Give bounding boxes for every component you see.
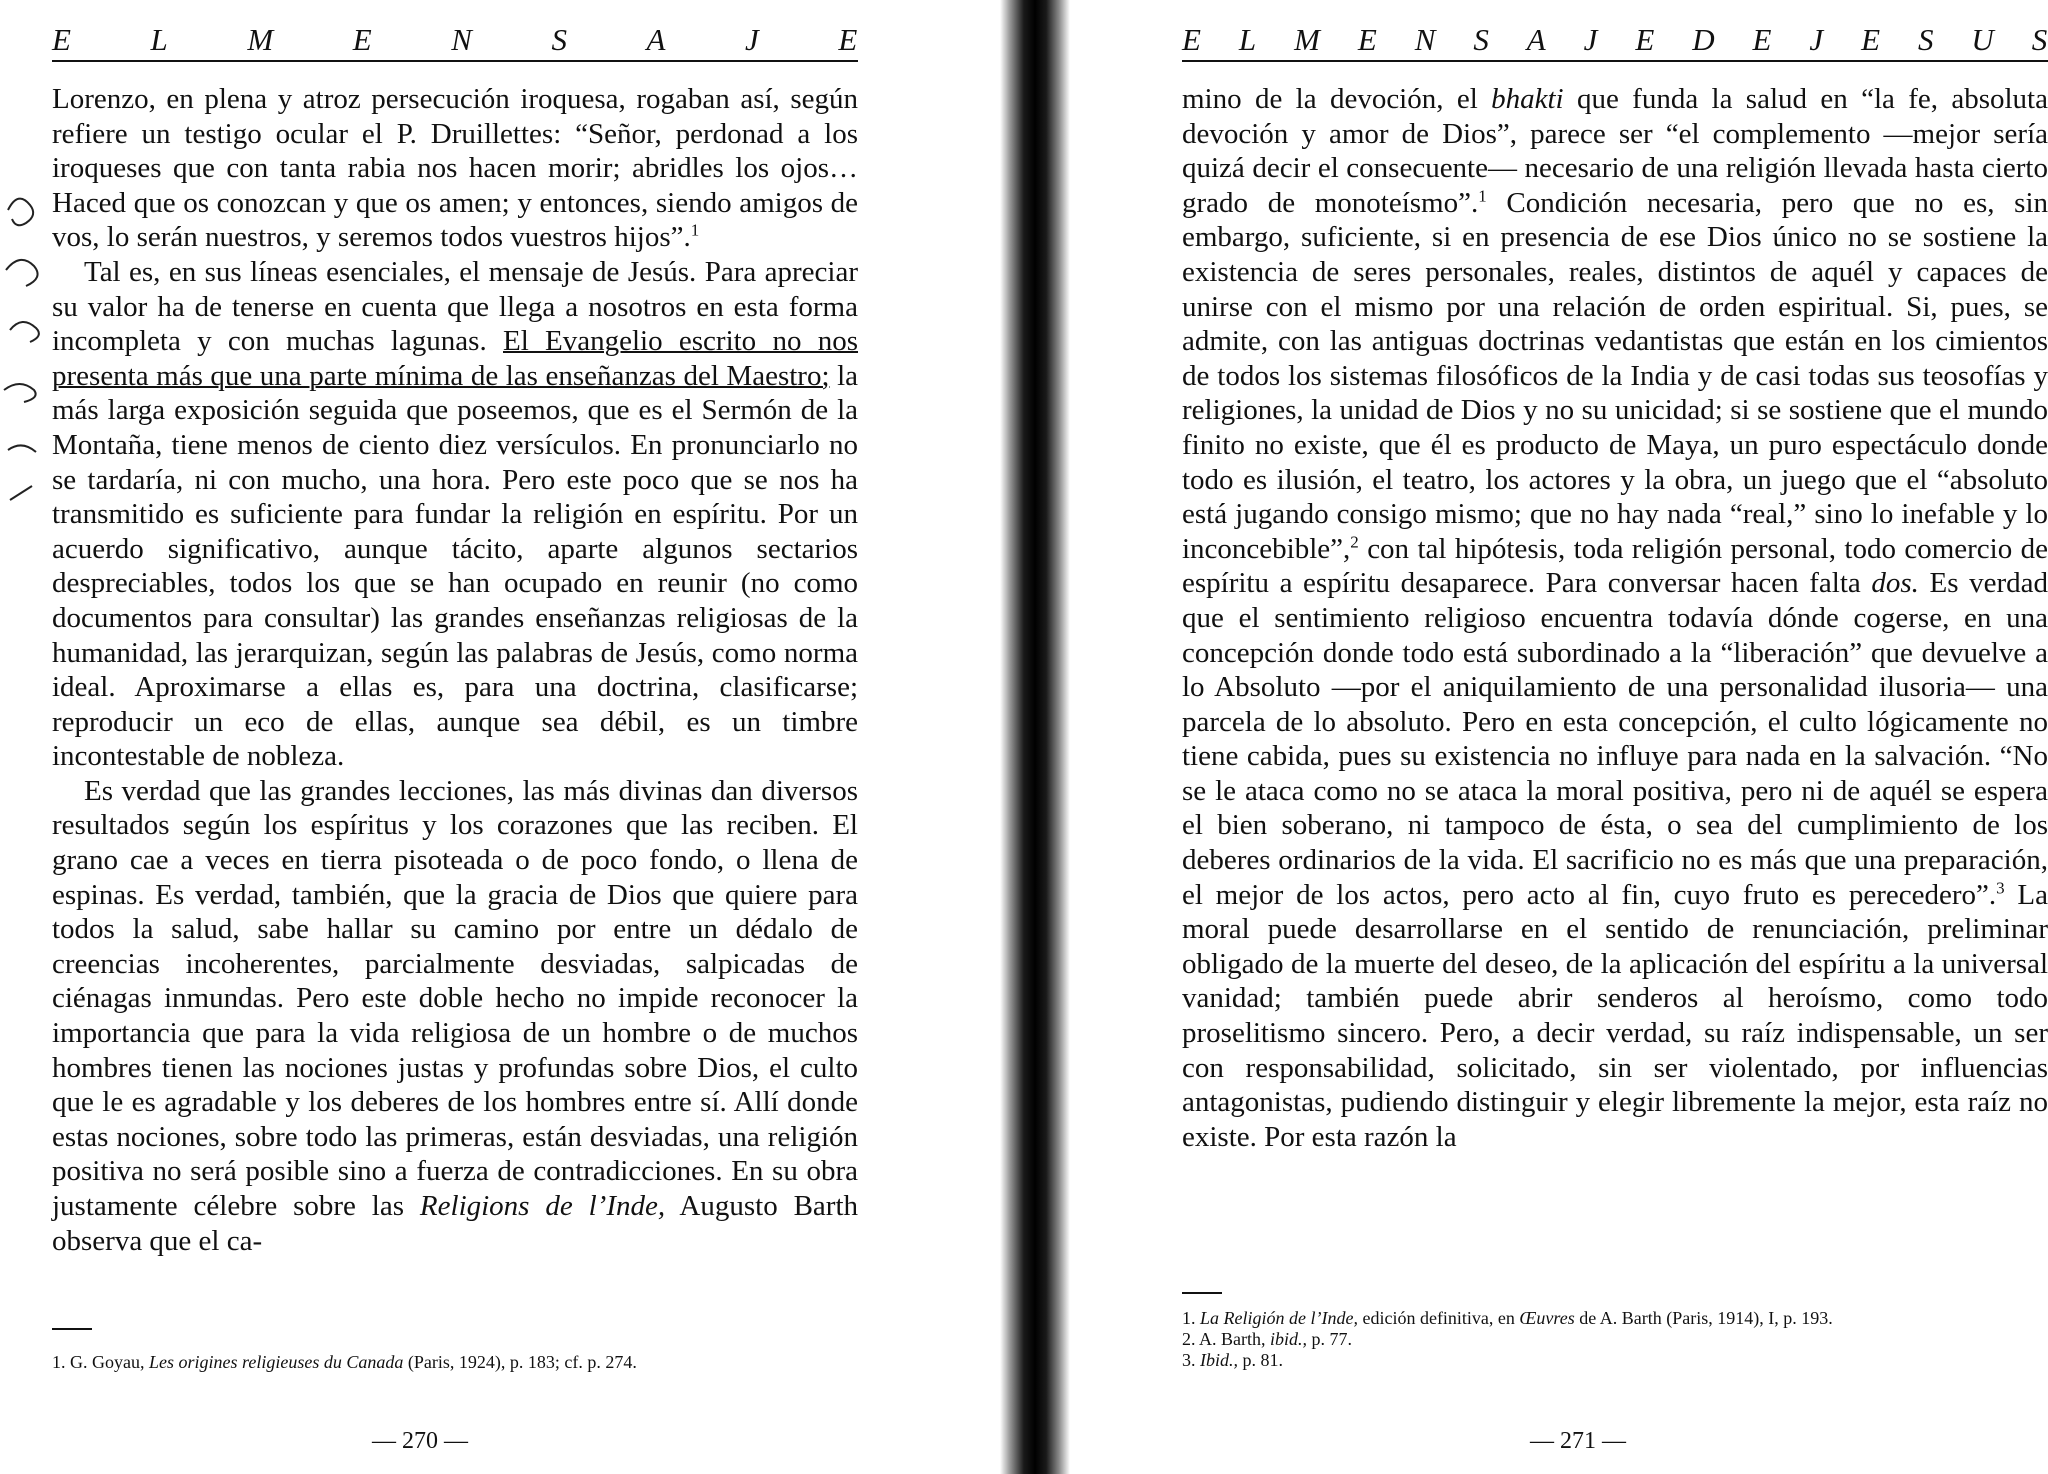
header-letter: E xyxy=(1752,22,1773,57)
footnote-text: p. 77. xyxy=(1311,1329,1353,1349)
header-letter: S xyxy=(1473,22,1490,57)
header-letter: N xyxy=(1414,22,1436,57)
header-letter: E xyxy=(352,22,373,57)
footnote-author: G. Goyau, xyxy=(70,1352,145,1372)
header-letter: M xyxy=(1294,22,1321,57)
footnote-ref: 1 xyxy=(690,220,700,240)
footnote-text: p. 81. xyxy=(1242,1350,1283,1370)
scribble xyxy=(4,384,36,402)
header-letter: M xyxy=(247,22,274,57)
footnote-text: A. Barth, xyxy=(1199,1329,1266,1349)
italic-term: bhakti xyxy=(1491,83,1564,115)
paragraph xyxy=(52,255,858,774)
header-letter: E xyxy=(1635,22,1655,57)
header-letter: S xyxy=(2031,22,2048,57)
paragraph xyxy=(52,774,858,1258)
footnote-number: 3. xyxy=(1182,1350,1196,1370)
header-letter: J xyxy=(1583,22,1599,57)
footnote-title: La Religión de l’Inde, xyxy=(1200,1308,1358,1328)
text-run: con tal hipótesis, toda religión personal, todo comercio de espíritu a espíritu desaparece. Para conversar hacen falta xyxy=(1182,532,2048,600)
header-letter: S xyxy=(1917,22,1935,57)
footnote-text: (Paris, 1924), p. 183; cf. p. 274. xyxy=(407,1352,637,1372)
header-letter: L xyxy=(150,22,169,57)
header-letter: L xyxy=(1238,22,1257,57)
right-page xyxy=(1060,0,2048,1474)
text-run: Es verdad que las grandes lecciones, las más divinas dan diversos resultados según los espíritus y los corazones que las reciben. El grano cae a veces en tierra pisoteada o de poco fondo, o llena de espinas. Es verdad, también, que la gracia de Dios que quiere para todos la salud, sabe hallar su camino por entre un dédalo de creencias incoherentes, parcialmente desviadas, salpicadas de ciénagas inmundas. Pero este doble hecho no impide reconocer la importancia que para la vida religiosa de un hombre o de muchos hombres tienen las nociones justas y profundas sobre Dios, el culto que le es agradable y los deberes de los hombres entre sí. Allí donde estas nociones, sobre todo las primeras, están desviadas, una religión positiva no será posible sino a fuerza de contradicciones. En su obra justamente célebre sobre las xyxy=(52,774,858,1222)
footnote-ref: 3 xyxy=(1996,878,2005,897)
running-header-left xyxy=(52,18,858,62)
header-letter: J xyxy=(1809,22,1824,57)
text-run: mino de la devoción, el xyxy=(1182,83,1478,115)
footnote-number: 1. xyxy=(52,1352,66,1372)
left-body-text xyxy=(52,82,858,1258)
text-run: Es verdad que el sentimiento religioso encuentra todavía dónde cogerse, en una concepción donde todo está subordinado a la “liberación” que devuelve a lo Absoluto —por el aniquilamiento de una personalidad ilusoria— una parcela de lo absoluto. Pero en esta concepción, el culto lógicamente no tiene cabida, pues su existencia no influye para nada en la salvación. “No se le ataca como no se ataca la moral positiva, pero ni de aquél se espera el bien soberano, ni tampoco de ésta, o sea del cumplimiento de los deberes ordinarios de la vida. El sacrificio no es más que una preparación, el mejor de los actos, pero acto al fin, cuyo fruto es perecedero”. xyxy=(1182,567,2048,911)
scribble xyxy=(6,260,38,286)
left-footnotes xyxy=(52,1352,858,1373)
header-letter: A xyxy=(1526,22,1547,57)
text-run: Lorenzo, en plena y atroz persecución iroquesa, rogaban así, según refiere un testigo ocular el P. Druillettes: “Señor, perdonad a los iroqueses que con tanta rabia nos hacen morir; abridles los ojos… Haced que os conozcan y que os amen; y entonces, siendo amigos de vos, lo serán nuestros, y seremos todos vuestros hijos”. xyxy=(52,83,858,254)
scribble xyxy=(8,199,33,226)
right-body-text xyxy=(1182,82,2048,1154)
page-number: — 270 — xyxy=(372,1428,468,1454)
header-letter: E xyxy=(1861,22,1881,57)
scribble xyxy=(10,322,39,342)
footnote-rule xyxy=(52,1328,92,1330)
footnote-ibid: Ibid., xyxy=(1200,1350,1238,1370)
header-letter: J xyxy=(745,22,760,57)
scribble xyxy=(10,486,32,500)
header-letter: S xyxy=(551,22,568,57)
handwritten-annotation-icon xyxy=(0,180,60,520)
footnote xyxy=(1182,1329,2048,1350)
header-letter: E xyxy=(1357,22,1378,57)
header-letter: A xyxy=(646,22,667,57)
footnote-title: Les origines religieuses du Canada xyxy=(149,1352,404,1372)
footnote-ref: 2 xyxy=(1350,532,1359,552)
italic-title: Religions de l’Inde, xyxy=(419,1190,666,1222)
scribble xyxy=(8,445,36,452)
footnote-ibid: ibid., xyxy=(1270,1329,1308,1349)
page-number: — 271 — xyxy=(1530,1428,1626,1454)
underlined-passage: El Evangelio escrito no nos presenta más que una parte mínima de las enseñanzas del Maestro; xyxy=(52,325,859,392)
text-run: que funda la salud en “la fe, absoluta devoción y amor de Dios”, parece ser “el complemento —mejor sería quizá decir el consecuente— necesario de una religión llevada hasta cierto grado de monoteísmo”. xyxy=(1182,83,2048,219)
footnote-rule xyxy=(1182,1292,1222,1294)
text-run: la más larga exposición seguida que poseemos, que es el Sermón de la Montaña, tiene menos de ciento diez versículos. En pronunciarlo no se tardaría, ni con mucho, una hora. Pero este poco que se nos ha transmitido es suficiente para fundar la religión en espíritu. Por un acuerdo significativo, aunque tácito, aparte algunos sectarios despreciables, todos los que se han ocupado en reunir (no como documentos para consultar) las grandes enseñanzas religiosas de la humanidad, las jerarquizan, según las palabras de Jesús, como norma ideal. Aproximarse a ellas es, para una doctrina, clasificarse; reproducir un eco de ellas, aunque sea débil, es un timbre incontestable de nobleza. xyxy=(52,359,858,773)
header-letter: E xyxy=(838,22,858,57)
footnote-number: 1. xyxy=(1182,1308,1196,1328)
paragraph xyxy=(1182,82,2048,1154)
header-letter: E xyxy=(52,22,72,57)
footnote-title: Œuvres xyxy=(1519,1308,1575,1328)
running-header-right xyxy=(1182,18,2048,62)
text-run: La moral puede desarrollarse en el sentido de renunciación, preliminar obligado de la muerte del deseo, de la aplicación del espíritu a la universal vanidad; también puede abrir senderos al heroísmo, como todo proselitismo sincero. Pero, a decir verdad, su raíz indispensable, un ser con responsabilidad, solicitado, sin ser violentado, por influencias antagonistas, pudiendo distinguir y elegir libremente la mejor, esta raíz no existe. Por esta razón la xyxy=(1182,878,2048,1153)
text-run: Augusto Barth observa que el ca- xyxy=(52,1190,859,1257)
header-letter: E xyxy=(1182,22,1202,57)
left-page xyxy=(0,0,1005,1474)
footnote-text: edición definitiva, en xyxy=(1362,1308,1515,1328)
paragraph xyxy=(52,82,858,255)
text-run: Condición necesaria, pero que no es, sin embargo, suficiente, si en presencia de ese Dios único no se sostiene la existencia de seres personales, reales, distintos de aquél y capaces de unirse con el mismo por una relación de orden espiritual. Si, pues, se admite, con las antiguas doctrinas vedantistas que están en los cimientos de todos los sistemas filosóficos de la India y de casi todas sus teosofías y religiones, la unidad de Dios y no su unicidad; si se sostiene que el mundo finito no existe, que él es producto de Maya, un puro espectáculo donde todo es ilusión, el teatro, los actores y la obra, un juego que el “absoluto está jugando consigo mismo; que no hay nada “real,” sino lo inefable y lo inconcebible”, xyxy=(1182,186,2048,565)
italic-term: dos. xyxy=(1871,567,1919,600)
footnote-text: de A. Barth (Paris, 1914), I, p. 193. xyxy=(1579,1308,1833,1328)
footnote xyxy=(1182,1308,2048,1329)
header-letter: U xyxy=(1971,22,1995,57)
header-letter: D xyxy=(1692,22,1716,57)
right-footnotes xyxy=(1182,1308,2048,1371)
text-run: Tal es, en sus líneas esenciales, el mensaje de Jesús. Para apreciar su valor ha de tenerse en cuenta que llega a nosotros en esta forma incompleta y con muchas lagunas. xyxy=(52,255,858,358)
footnote xyxy=(1182,1350,2048,1371)
footnote-ref: 1 xyxy=(1478,186,1487,206)
header-letter: N xyxy=(451,22,473,57)
footnote xyxy=(52,1352,858,1373)
footnote-number: 2. xyxy=(1182,1329,1196,1349)
